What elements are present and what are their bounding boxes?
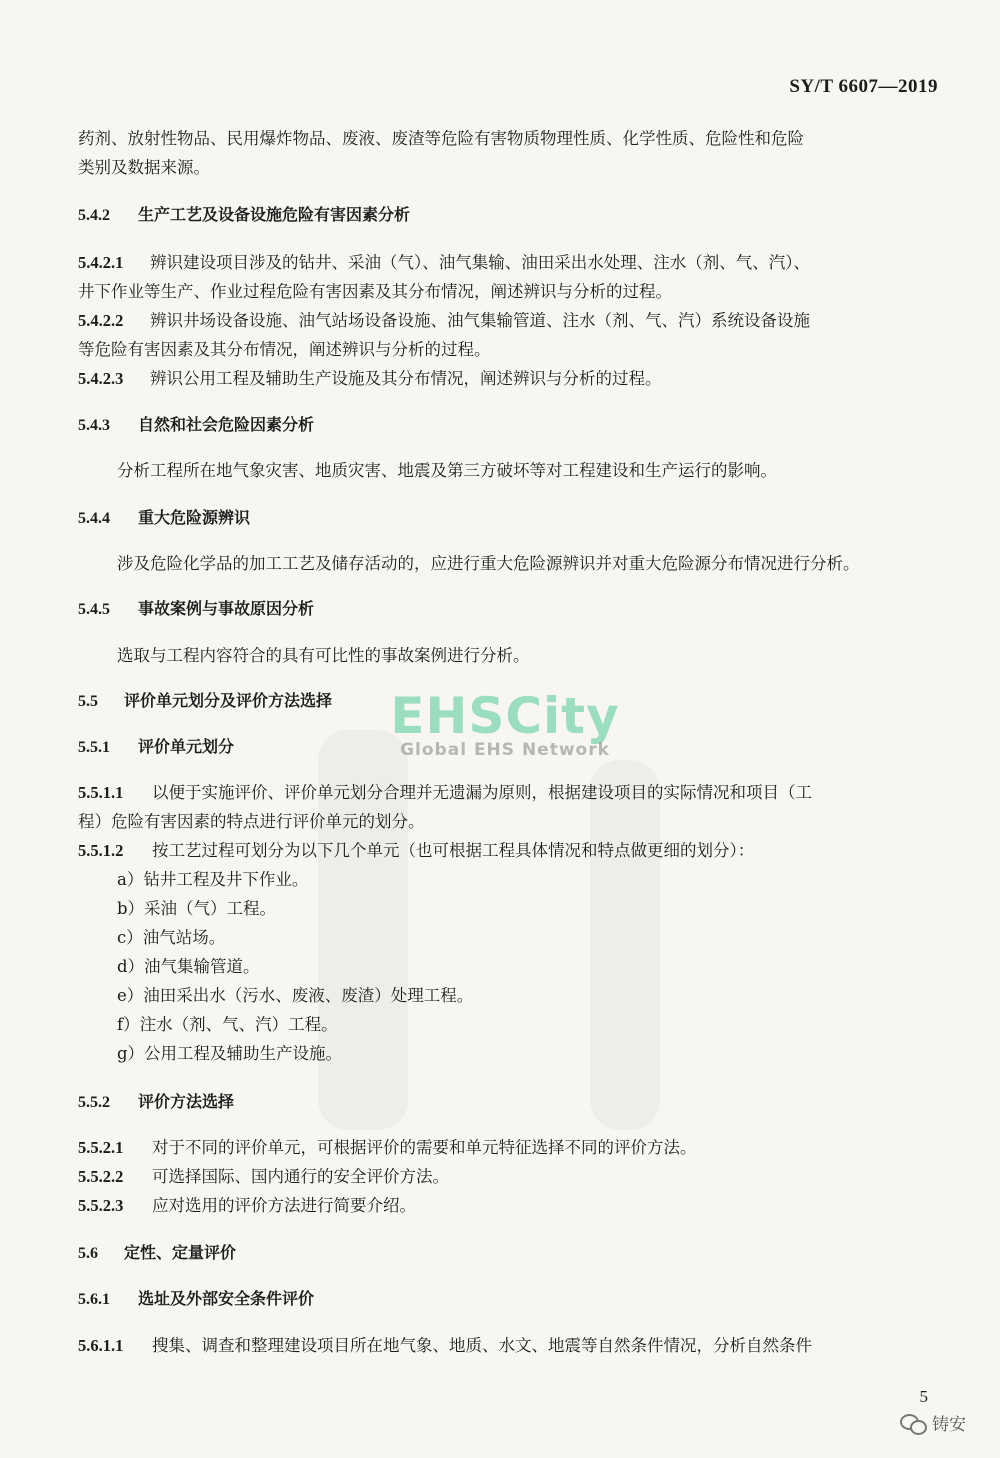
clause-line: 5.4.2.3 辨识公用工程及辅助生产设施及其分布情况，阐述辨识与分析的过程。 [78, 369, 662, 388]
section-heading: 5.6.1 选址及外部安全条件评价 [78, 1289, 315, 1308]
section-heading: 5.4.5 事故案例与事故原因分析 [78, 599, 315, 618]
watermark-logo-text: EHSCity [390, 687, 620, 745]
section-heading: 5.4.3 自然和社会危险因素分析 [78, 415, 315, 434]
clause-line: 5.5.2.3 应对选用的评价方法进行简要介绍。 [78, 1196, 416, 1215]
body-line: 药剂、放射性物品、民用爆炸物品、废液、废渣等危险有害物质物理性质、化学性质、危险性和危险 [78, 129, 804, 148]
clause-line: 5.5.2.1 对于不同的评价单元，可根据评价的需要和单元特征选择不同的评价方法。 [78, 1138, 697, 1157]
wechat-icon [900, 1412, 926, 1434]
body-line: 程）危险有害因素的特点进行评价单元的划分。 [78, 812, 425, 831]
list-item: d）油气集输管道。 [117, 957, 260, 976]
clause-line: 5.6.1.1 搜集、调查和整理建设项目所在地气象、地质、水文、地震等自然条件情况，分析自然条件 [78, 1336, 812, 1355]
clause-line: 5.5.1.1 以便于实施评价、评价单元划分合理并无遗漏为原则，根据建设项目的实际情况和项目（工 [78, 783, 812, 802]
list-item: c）油气站场。 [117, 928, 226, 947]
body-line: 选取与工程内容符合的具有可比性的事故案例进行分析。 [117, 646, 530, 665]
list-item: e）油田采出水（污水、废液、废渣）处理工程。 [117, 986, 474, 1005]
body-line: 涉及危险化学品的加工工艺及储存活动的，应进行重大危险源辨识并对重大危险源分布情况进行分析。 [117, 554, 860, 573]
list-item: b）采油（气）工程。 [117, 899, 277, 918]
body-line: 分析工程所在地气象灾害、地质灾害、地震及第三方破坏等对工程建设和生产运行的影响。 [117, 461, 777, 480]
body-line: 类别及数据来源。 [78, 158, 210, 177]
clause-line: 5.4.2.1 辨识建设项目涉及的钻井、采油（气）、油气集输、油田采出水处理、注水（剂、气、汽）、 [78, 253, 810, 272]
body-line: 井下作业等生产、作业过程危险有害因素及其分布情况，阐述辨识与分析的过程。 [78, 282, 672, 301]
section-heading: 5.5.1 评价单元划分 [78, 737, 235, 756]
section-heading: 5.6 定性、定量评价 [78, 1243, 237, 1262]
clause-line: 5.5.1.2 按工艺过程可划分为以下几个单元（也可根据工程具体情况和特点做更细的划分）： [78, 841, 755, 860]
watermark-tagline: Global EHS Network [400, 740, 610, 760]
list-item: f）注水（剂、气、汽）工程。 [117, 1015, 338, 1034]
section-heading: 5.4.2 生产工艺及设备设施危险有害因素分析 [78, 205, 411, 224]
body-line: 等危险有害因素及其分布情况，阐述辨识与分析的过程。 [78, 340, 491, 359]
clause-line: 5.5.2.2 可选择国际、国内通行的安全评价方法。 [78, 1167, 449, 1186]
section-heading: 5.5.2 评价方法选择 [78, 1092, 235, 1111]
clause-line: 5.4.2.2 辨识井场设备设施、油气站场设备设施、油气集输管道、注水（剂、气、汽）系统设备设施 [78, 311, 810, 330]
section-heading: 5.4.4 重大危险源辨识 [78, 508, 251, 527]
source-name: 铸安 [932, 1415, 966, 1435]
page-number: 5 [919, 1387, 928, 1406]
list-item: a）钻井工程及井下作业。 [117, 870, 309, 889]
list-item: g）公用工程及辅助生产设施。 [117, 1044, 343, 1063]
source-badge [900, 1410, 966, 1435]
section-heading: 5.5 评价单元划分及评价方法选择 [78, 691, 333, 710]
standard-code: SY/T 6607—2019 [789, 76, 938, 97]
